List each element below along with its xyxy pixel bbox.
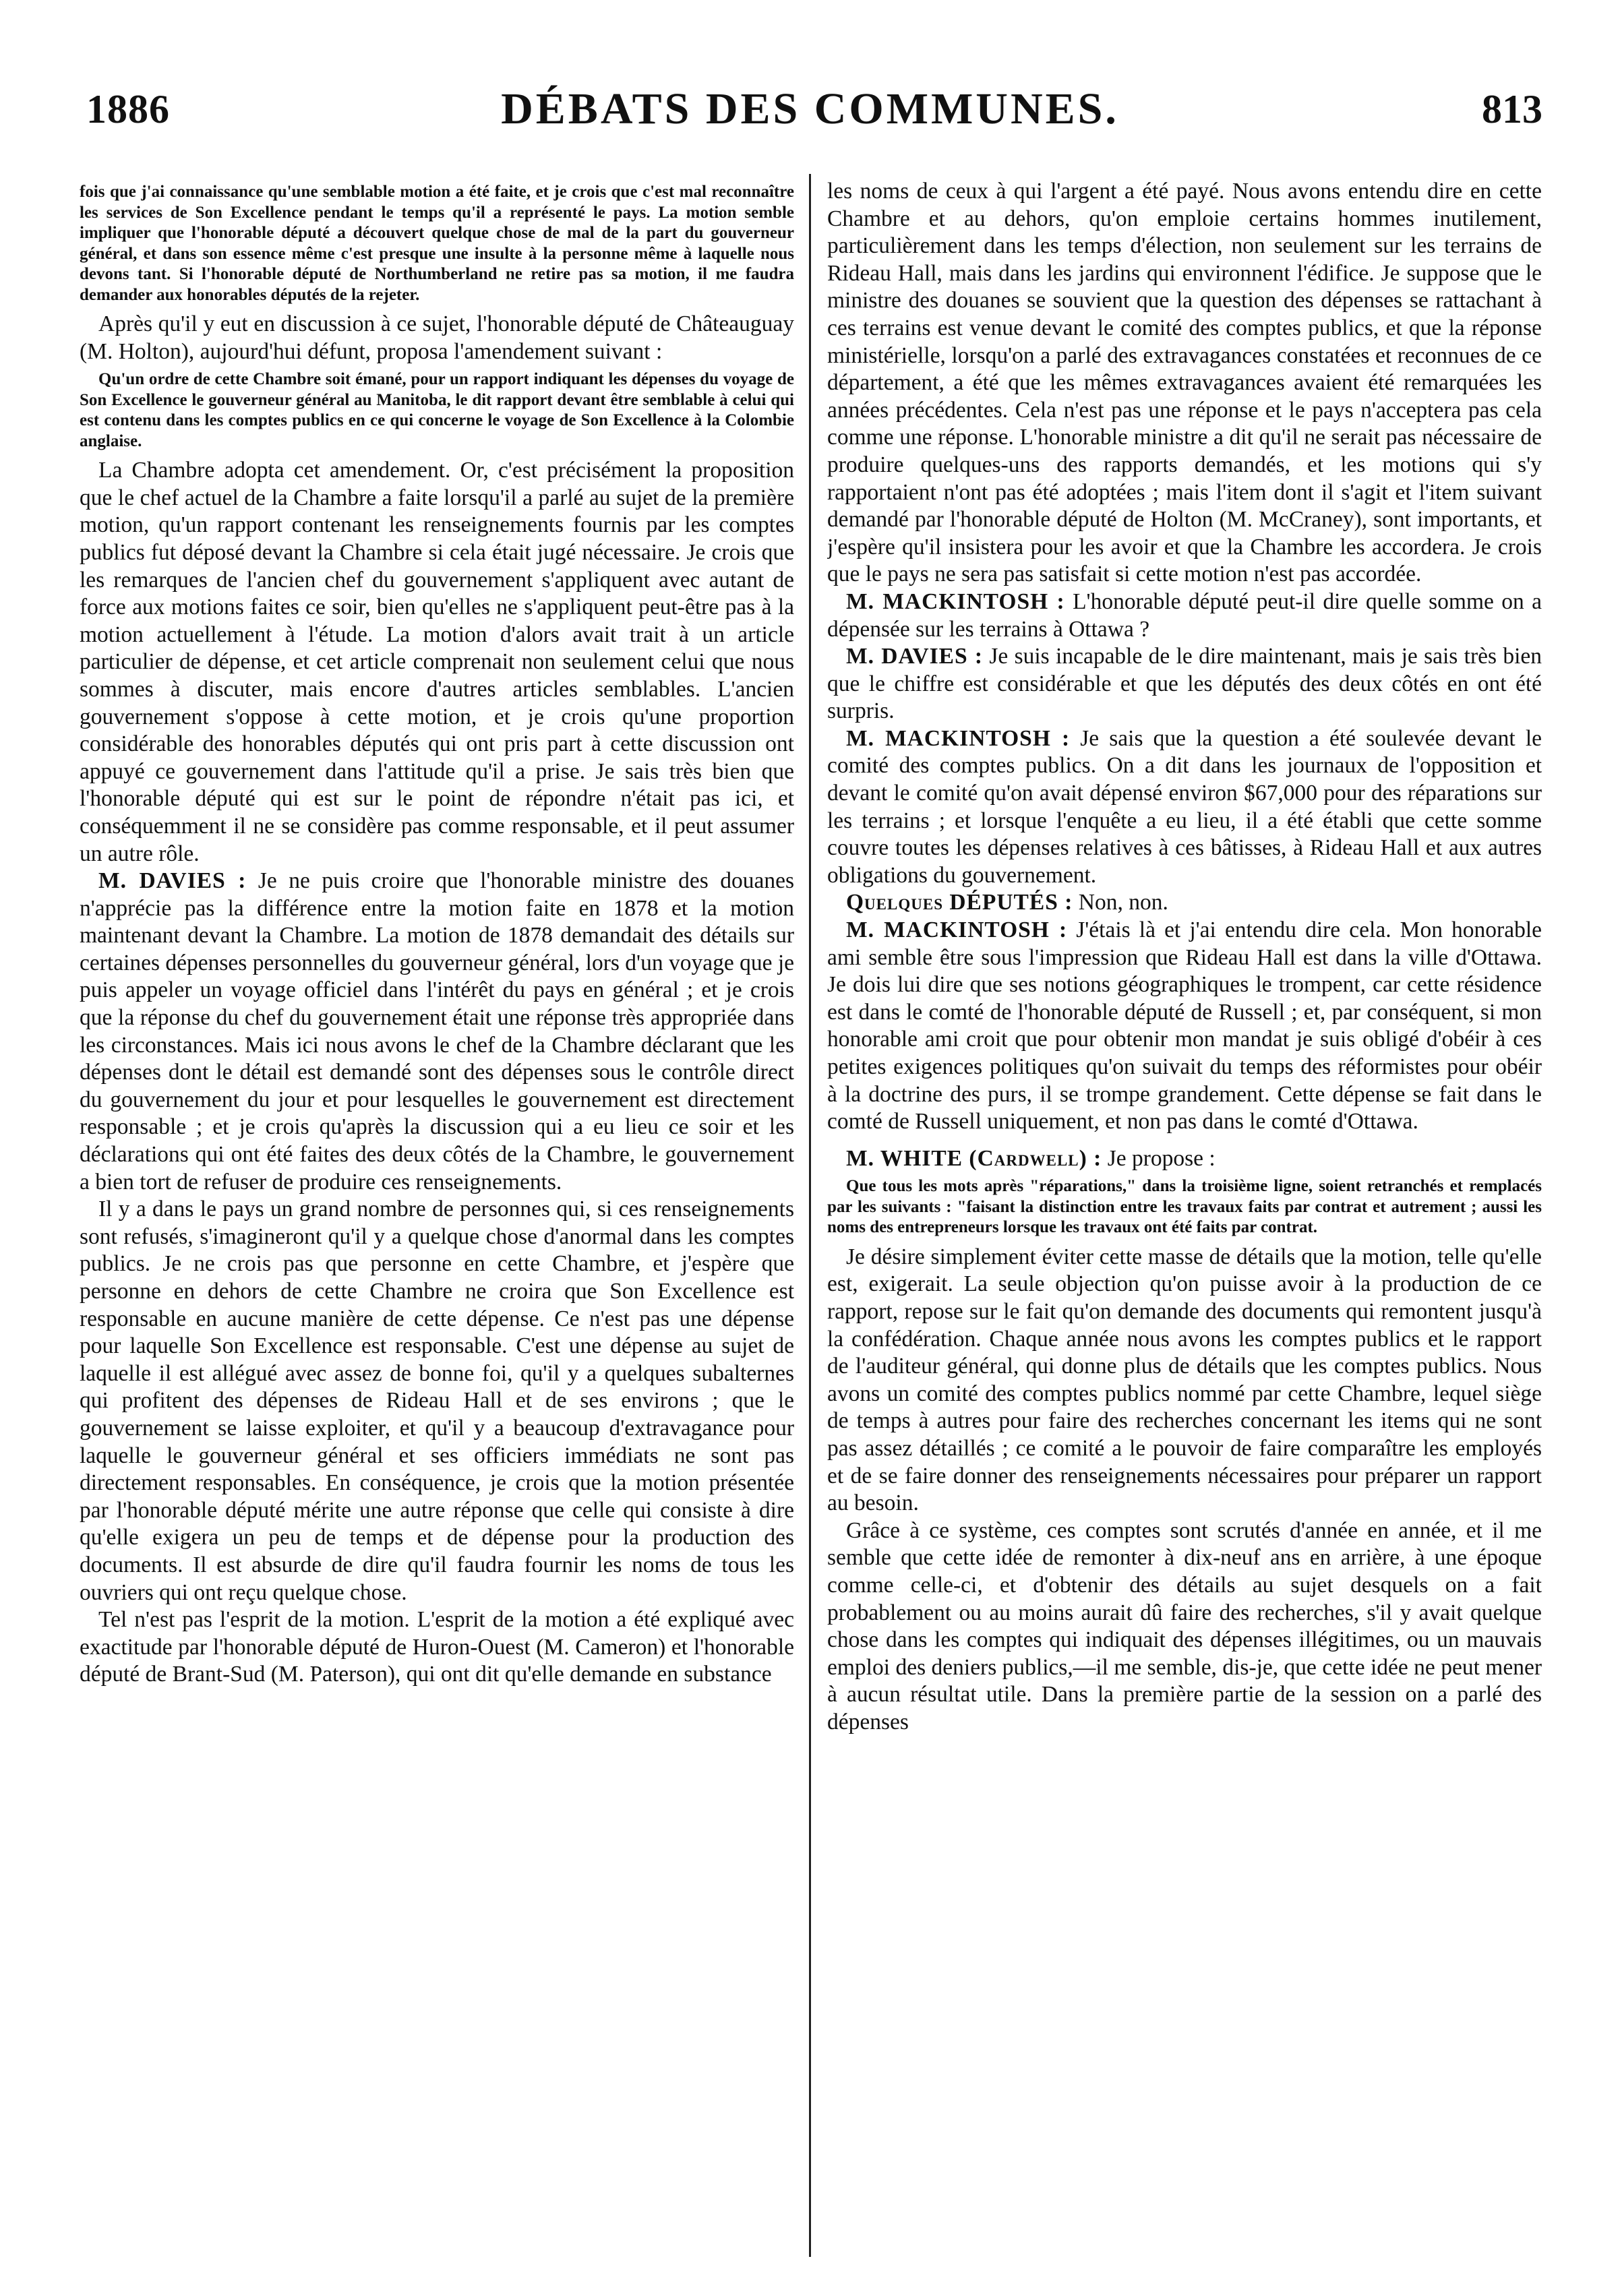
speech-text: L'honorable député peut-il dire quelle somme on a dépensée sur les terrains à Ottawa ?: [827, 588, 1542, 642]
spacer: [827, 1136, 1542, 1145]
paragraph: Il y a dans le pays un grand nombre de personnes qui, si ces renseignements sont refusés, s'imagineront qu'il y a quelque chose d'anormal dans les comptes publics. Je ne crois pas que personne en cette Chambre, et j'espère que personne en dehors de cette Chambre ne croira que Son Excellence est responsable en aucune manière de cette dépense. Ce n'est pas une dépense pour laquelle Son Excellence est responsable. C'est une dépense au sujet de laquelle il est allégué avec assez de bonne foi, qu'il y a quelques subalternes qui profitent des dépenses de Rideau Hall et de ses environs ; que le gouvernement se laisse exploiter, et qu'il y a beaucoup d'extravagance pour laquelle le gouverneur général et ses officiers immédiats ne sont pas directement responsables. En conséquence, je crois que la motion présentée par l'honorable député mérite une autre réponse que celle qui consiste à dire qu'elle exigera un peu de temps et de dépense pour la production des documents. Il est absurde de dire qu'il faudra fournir les noms de tous les ouvriers qui ont reçu quelque chose.: [80, 1197, 794, 1605]
header-year: 1886: [86, 87, 170, 131]
quote-paragraph: Que tous les mots après "réparations," dans la troisième ligne, soient retranchés et remplacés par les suivants : "faisant la distinction entre les travaux faits par contrat et autrement ; aussi les noms des entrepreneurs lorsque les travaux ont été faits par contrat.: [827, 1177, 1542, 1237]
right-column: [827, 178, 1542, 2274]
speech-paragraph: [827, 917, 1542, 1136]
quote-paragraph: fois que j'ai connaissance qu'une semblable motion a été faite, et je crois que c'est mal reconnaître les services de Son Excellence pendant le temps qu'il a représenté le pays. La motion semble impliquer que l'honorable député a découvert quelque chose de mal de la part du gouverneur général, et dans son essence même c'est presque une insulte à la personne même à laquelle nous devons tant. Si l'honorable député de Northumberland ne retire pas sa motion, il me faudra demander aux honorables députés de la rejeter.: [80, 183, 794, 304]
quote-paragraph: Qu'un ordre de cette Chambre soit émané, pour un rapport indiquant les dépenses du voyage de Son Excellence le gouverneur général au Manitoba, le dit rapport devant être semblable à celui qui est contenu dans les comptes publics en ce qui concerne le voyage de Son Excellence à la Colombie anglaise.: [80, 370, 794, 450]
speech-text: J'étais là et j'ai entendu dire cela. Mon honorable ami semble être sous l'impression que Rideau Hall est dans la ville d'Ottawa. Je dois lui dire que ses notions géographiques le trompent, car cette résidence est dans le comté de l'honorable député de Russell ; et, par conséquent, si mon honorable ami croit que pour obtenir mon mandat je suis obligé d'obéir à ces petites exigences politiques qu'on suivait du temps des réformistes pour obéir à la doctrine des purs, il se trompe grandement. Cette dépense se fait dans le comté de Russell uniquement, et non pas dans le comté d'Ottawa.: [827, 917, 1542, 1135]
left-column: [80, 178, 794, 2274]
speaker-name: M. MACKINTOSH :: [846, 588, 1065, 614]
paragraph: Je désire simplement éviter cette masse de détails que la motion, telle qu'elle est, exigerait. La seule objection qu'on puisse avoir à la production de ce rapport, repose sur le fait qu'on demande des documents qui remontent jusqu'à la confédération. Chaque année nous avons les comptes publics et le rapport de l'auditeur général, qui donne plus de détails que les comptes publics. Nous avons un comité des comptes publics nommé par cette Chambre, lequel siège de temps à autres pour faire des recherches concernant les items qui ne sont pas assez détaillés ; ce comité a le pouvoir de faire comparaître les employés et de se faire donner des renseignements nécessaires pour préparer un rapport au besoin.: [827, 1244, 1542, 1516]
speaker-name: M. MACKINTOSH :: [846, 917, 1068, 943]
speech-text: Je propose :: [1107, 1145, 1216, 1171]
speech-paragraph: [80, 868, 794, 1196]
speech-paragraph: [827, 725, 1542, 890]
speech-text: Je sais que la question a été soulevée devant le comité des comptes publics. On a dit dans les journaux de l'opposition et devant le comité qu'on avait dépensé environ $67,000 pour des réparations sur les terrains ; et lorsque l'enquête a eu lieu, il a été établi que cette somme couvre toutes les dépenses relatives à ces bâtisses, à Rideau Hall et aux autres obligations du gouvernement.: [827, 725, 1542, 888]
paragraph: Grâce à ce système, ces comptes sont scrutés d'année en année, et il me semble que cette idée de remonter à dix-neuf ans en arrière, à une époque comme celle-ci, et d'obtenir des détails au sujet desquels on a fait probablement ou au moins aurait dû faire des recherches, s'il y avait quelque chose dans les comptes qui indiquait des dépenses illégitimes, ou un mauvais emploi des deniers publics,—il me semble, dis-je, que cette idée ne peut mener à aucun résultat utile. Dans la première partie de la session on a parlé des dépenses: [827, 1517, 1542, 1734]
column-divider: [809, 174, 811, 2257]
speech-paragraph: [827, 1145, 1542, 1173]
paragraph: La Chambre adopta cet amendement. Or, c'est précisément la proposition que le chef actuel de la Chambre a faite lorsqu'il a parlé au sujet de la première motion, qu'un rapport contenant les renseignements fournis par les comptes publics fut déposé devant la Chambre si cela était jugé nécessaire. Je crois que les remarques de l'ancien chef du gouvernement s'appliquent avec autant de force aux motions faites ce soir, bien qu'elles ne s'appliquent peut-être pas à la motion actuellement à l'étude. La motion d'alors avait trait à un article particulier de dépense, et cet article comprenait non seulement celui que nous sommes à discuter, mais encore d'autres articles semblables. L'ancien gouvernement s'oppose à cette motion, et je crois qu'une proportion considérable des honorables députés qui ont pris part à cette discussion ont appuyé ce gouvernement dans l'attitude qu'il a prise. Je sais très bien que l'honorable député qui est sur le point de répondre n'était pas ici, et conséquemment il ne se considère pas comme responsable, et il peut assumer un autre rôle.: [80, 458, 794, 866]
speaker-name: M. DAVIES :: [846, 644, 984, 669]
speech-paragraph: [827, 588, 1542, 643]
speech-paragraph: [827, 889, 1542, 917]
speaker-name: M. WHITE (Cardwell) :: [846, 1145, 1102, 1171]
speech-paragraph: [827, 643, 1542, 725]
speech-text: Je ne puis croire que l'honorable ministre des douanes n'apprécie pas la différence entre la motion faite en 1878 et la motion maintenant devant la Chambre. La motion de 1878 demandait des détails sur certaines dépenses personnelles du gouverneur général, lors d'un voyage que je puis appeler un voyage officiel dans l'intérêt du pays en général ; et je crois que la réponse du chef du gouvernement était une réponse très appropriée dans les circonstances. Mais ici nous avons le chef de la Chambre déclarant que les dépenses dont le détail est demandé sont des dépenses sous le contrôle direct du gouvernement du jour et pour lesquelles le gouvernement est directement responsable ; et je crois qu'après la discussion qui a eu lieu ce soir et les déclarations qui ont été faites des deux côtés de la Chambre, le gouvernement a bien tort de refuser de produire ces renseignements.: [80, 868, 794, 1195]
page-header: [0, 74, 1620, 148]
header-page-number: 813: [1482, 87, 1542, 131]
speaker-name: Quelques DÉPUTÉS :: [846, 890, 1073, 915]
header-title: DÉBATS DES COMMUNES.: [501, 84, 1119, 133]
speech-text: Non, non.: [1078, 890, 1168, 915]
speech-text: Je suis incapable de le dire maintenant, mais je sais très bien que le chiffre est considérable et que les députés des deux côtés en ont été surpris.: [827, 644, 1542, 724]
speaker-name: M. DAVIES :: [98, 868, 247, 894]
paragraph: Après qu'il y eut en discussion à ce sujet, l'honorable député de Châteauguay (M. Holton), aujourd'hui défunt, proposa l'amendement suivant :: [80, 311, 794, 364]
paragraph: les noms de ceux à qui l'argent a été payé. Nous avons entendu dire en cette Chambre et au dehors, qu'on emploie certains hommes inutilement, particulièrement dans les temps d'élection, non seulement sur les terrains de Rideau Hall, mais dans les jardins qui environnent l'édifice. Je suppose que le ministre des douanes se souvient que la question des dépenses se rattachant à ces terrains est venue devant le comité des comptes publics, et que la réponse ministérielle, lorsqu'on a parlé des extravagances constatées et reconnues de ce département, a été que les mêmes extravagances avaient été remarquées les années précédentes. Cela n'est pas une réponse et le pays n'acceptera pas cela comme une réponse. L'honorable ministre a dit qu'il ne serait pas nécessaire de produire quelques-uns des rapports demandés, et les motions qui s'y rapportaient n'ont pas été adoptées ; mais l'item dont il s'agit et l'item suivant demandé par l'honorable député de Holton (M. McCraney), sont importants, et j'espère qu'il insistera pour les avoir et que la Chambre les accordera. Je crois que le pays ne sera pas satisfait si cette motion n'est pas accordée.: [827, 179, 1542, 587]
speaker-name: M. MACKINTOSH :: [846, 725, 1071, 751]
paragraph: Tel n'est pas l'esprit de la motion. L'esprit de la motion a été expliqué avec exactitude par l'honorable député de Huron-Ouest (M. Cameron) et l'honorable député de Brant-Sud (M. Paterson), qui ont dit qu'elle demande en substance: [80, 1607, 794, 1687]
